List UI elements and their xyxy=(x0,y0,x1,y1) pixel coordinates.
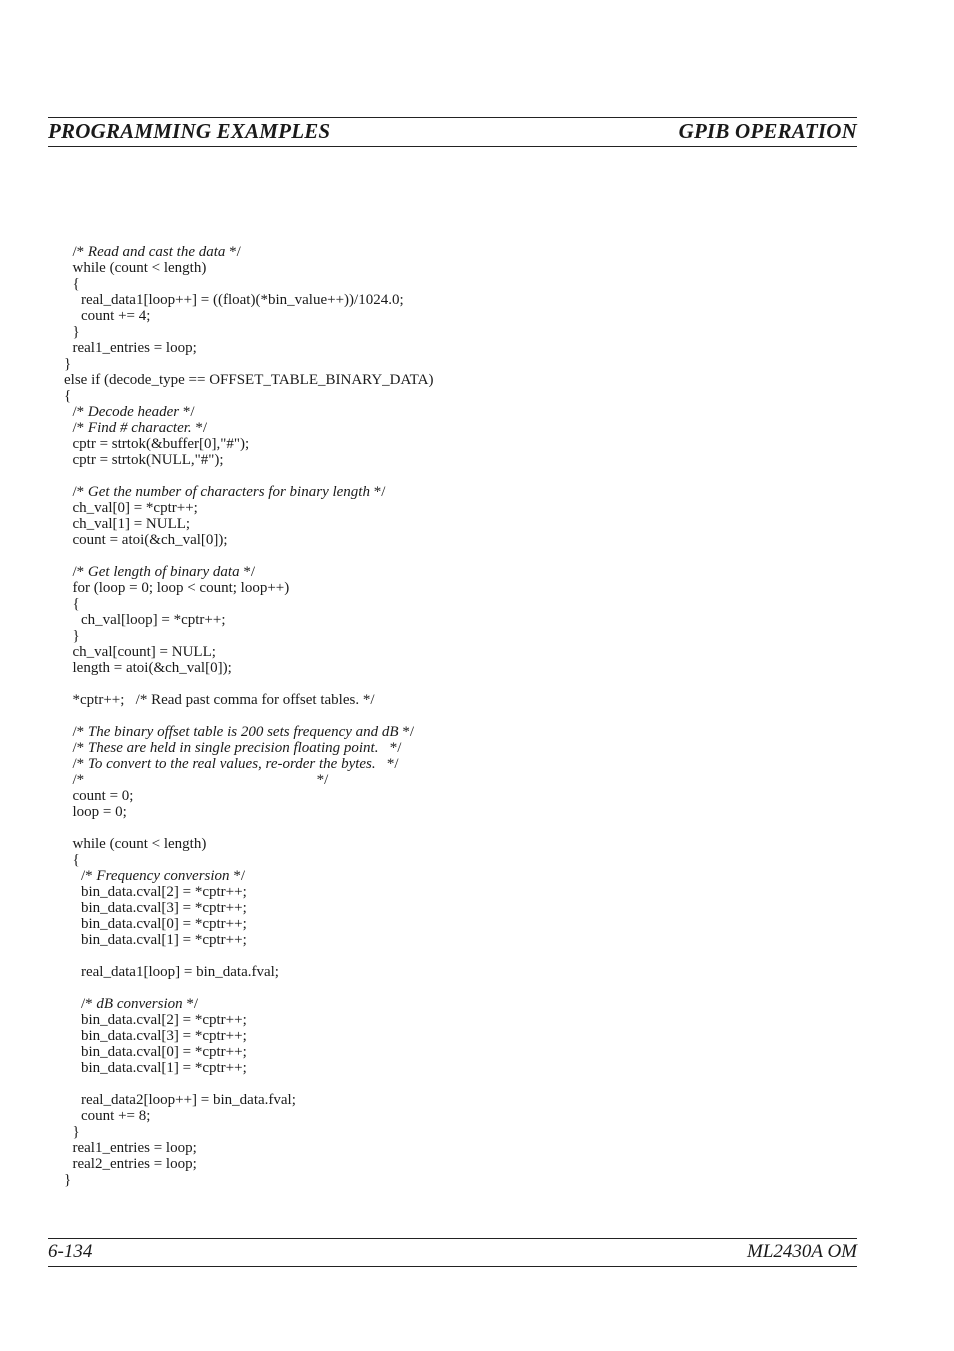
code-text: } xyxy=(72,324,80,340)
code-line xyxy=(64,1108,433,1124)
code-line xyxy=(64,820,433,836)
code-text: } xyxy=(64,356,72,372)
code-text: bin_data.cval[2] = *cptr++; xyxy=(81,1012,247,1028)
code-line xyxy=(64,292,433,308)
code-text: real_data1[loop++] = ((float)(*bin_value++))/1024.0; xyxy=(81,292,404,308)
code-line xyxy=(64,596,433,612)
code-text: bin_data.cval[0] = *cptr++; xyxy=(81,1044,247,1060)
code-line xyxy=(64,1172,433,1188)
code-text: ch_val[count] = NULL; xyxy=(72,644,216,660)
code-line xyxy=(64,1060,433,1076)
code-line xyxy=(64,356,433,372)
code-line xyxy=(64,612,433,628)
code-text: } xyxy=(72,1124,80,1140)
code-line xyxy=(64,1076,433,1092)
code-text: /* xyxy=(72,244,88,260)
code-text: bin_data.cval[1] = *cptr++; xyxy=(81,1060,247,1076)
code-text: */ xyxy=(398,724,414,740)
code-line xyxy=(64,532,433,548)
code-line xyxy=(64,260,433,276)
code-text: real_data2[loop++] = bin_data.fval; xyxy=(81,1092,296,1108)
code-line xyxy=(64,1140,433,1156)
code-text: /* xyxy=(72,564,88,580)
code-comment: Find # character. xyxy=(87,420,192,436)
code-line xyxy=(64,1124,433,1140)
code-text: while (count < length) xyxy=(72,260,207,276)
code-line xyxy=(64,836,433,852)
code-line xyxy=(64,756,433,772)
code-line xyxy=(64,372,433,388)
code-line xyxy=(64,724,433,740)
code-text: real1_entries = loop; xyxy=(72,340,197,356)
code-line xyxy=(64,468,433,484)
code-text: { xyxy=(72,276,80,292)
code-text: count = 0; xyxy=(72,788,134,804)
code-text: real_data1[loop] = bin_data.fval; xyxy=(81,964,279,980)
code-comment: To convert to the real values, re-order the bytes. xyxy=(87,756,376,772)
code-text: */ xyxy=(229,868,245,884)
code-line xyxy=(64,404,433,420)
code-text: */ xyxy=(191,420,208,436)
code-text: */ xyxy=(369,484,386,500)
page-footer xyxy=(48,1238,857,1267)
code-line xyxy=(64,308,433,324)
code-line xyxy=(64,660,433,676)
code-text: count = atoi(&ch_val[0]); xyxy=(72,532,228,548)
code-text: *cptr++; /* Read past comma for offset tables. */ xyxy=(72,692,375,708)
code-line xyxy=(64,1012,433,1028)
code-text: */ xyxy=(239,564,255,580)
code-text: bin_data.cval[3] = *cptr++; xyxy=(81,1028,247,1044)
page-number: 6-134 xyxy=(48,1241,93,1262)
code-text: /* xyxy=(81,868,97,884)
code-line xyxy=(64,388,433,404)
code-line xyxy=(64,324,433,340)
code-line xyxy=(64,564,433,580)
code-line xyxy=(64,420,433,436)
code-line xyxy=(64,852,433,868)
code-line xyxy=(64,644,433,660)
code-comment: dB conversion xyxy=(96,996,183,1012)
code-comment: Get the number of characters for binary length xyxy=(87,484,370,500)
code-line xyxy=(64,628,433,644)
code-text: cptr = strtok(NULL,"#"); xyxy=(72,452,224,468)
code-line xyxy=(64,788,433,804)
code-line xyxy=(64,244,433,260)
code-text: while (count < length) xyxy=(72,836,207,852)
code-line xyxy=(64,516,433,532)
code-text: bin_data.cval[0] = *cptr++; xyxy=(81,916,247,932)
code-text: /* xyxy=(81,996,97,1012)
manual-name: ML2430A OM xyxy=(747,1241,857,1262)
code-comment: Decode header xyxy=(87,404,180,420)
code-text: { xyxy=(72,852,80,868)
code-text: /* xyxy=(72,404,88,420)
code-line xyxy=(64,932,433,948)
code-text: count += 8; xyxy=(81,1108,151,1124)
code-text: */ xyxy=(378,740,402,756)
code-text: length = atoi(&ch_val[0]); xyxy=(72,660,232,676)
code-text: { xyxy=(72,596,80,612)
code-line xyxy=(64,580,433,596)
code-line xyxy=(64,708,433,724)
code-line xyxy=(64,948,433,964)
code-text: } xyxy=(64,1172,72,1188)
code-text: count += 4; xyxy=(81,308,151,324)
code-line xyxy=(64,884,433,900)
code-comment: Get length of binary data xyxy=(87,564,240,580)
code-line xyxy=(64,676,433,692)
code-text: */ xyxy=(375,756,399,772)
code-line xyxy=(64,964,433,980)
code-text: ch_val[1] = NULL; xyxy=(72,516,191,532)
code-text: ch_val[0] = *cptr++; xyxy=(72,500,198,516)
code-line xyxy=(64,436,433,452)
code-line xyxy=(64,772,433,788)
code-line xyxy=(64,740,433,756)
code-text: loop = 0; xyxy=(72,804,127,820)
code-text: cptr = strtok(&buffer[0],"#"); xyxy=(72,436,250,452)
chapter-title: GPIB OPERATION xyxy=(678,119,857,143)
code-text: else if (decode_type == OFFSET_TABLE_BINARY_DATA) xyxy=(64,372,434,388)
code-line xyxy=(64,1156,433,1172)
code-text: { xyxy=(64,388,72,404)
code-text: /* xyxy=(72,420,88,436)
code-text: real2_entries = loop; xyxy=(72,1156,197,1172)
code-line xyxy=(64,692,433,708)
code-comment: The binary offset table is 200 sets frequency and dB xyxy=(87,724,399,740)
code-text: bin_data.cval[2] = *cptr++; xyxy=(81,884,247,900)
code-line xyxy=(64,1092,433,1108)
code-line xyxy=(64,276,433,292)
code-text: */ xyxy=(225,244,241,260)
code-text: bin_data.cval[3] = *cptr++; xyxy=(81,900,247,916)
code-line xyxy=(64,996,433,1012)
code-line xyxy=(64,1028,433,1044)
code-comment: These are held in single precision floating point. xyxy=(87,740,379,756)
code-text: /* */ xyxy=(72,772,329,788)
code-text: */ xyxy=(179,404,195,420)
page-header xyxy=(48,117,857,147)
code-line xyxy=(64,500,433,516)
code-text: real1_entries = loop; xyxy=(72,1140,197,1156)
code-text: } xyxy=(72,628,80,644)
code-text: bin_data.cval[1] = *cptr++; xyxy=(81,932,247,948)
code-line xyxy=(64,548,433,564)
code-text: /* xyxy=(72,724,88,740)
code-text: for (loop = 0; loop < count; loop++) xyxy=(72,580,290,596)
code-line xyxy=(64,452,433,468)
code-line xyxy=(64,804,433,820)
code-comment: Read and cast the data xyxy=(87,244,226,260)
code-line xyxy=(64,900,433,916)
code-text: ch_val[loop] = *cptr++; xyxy=(81,612,226,628)
code-line xyxy=(64,980,433,996)
code-listing xyxy=(64,244,433,1188)
code-line xyxy=(64,1044,433,1060)
code-line xyxy=(64,916,433,932)
code-text: /* xyxy=(72,756,88,772)
code-line xyxy=(64,340,433,356)
section-title: PROGRAMMING EXAMPLES xyxy=(48,119,331,143)
code-line xyxy=(64,484,433,500)
code-text: /* xyxy=(72,484,88,500)
code-text: */ xyxy=(182,996,199,1012)
code-text: /* xyxy=(72,740,88,756)
code-comment: Frequency conversion xyxy=(96,868,230,884)
code-line xyxy=(64,868,433,884)
